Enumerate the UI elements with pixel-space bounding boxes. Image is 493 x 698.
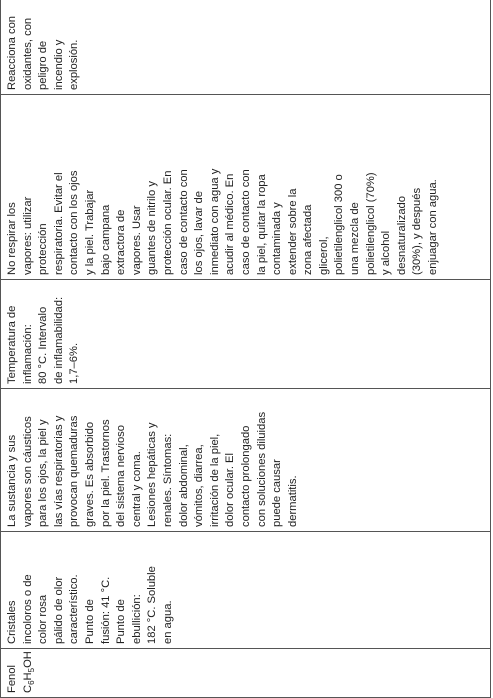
text-line: inmediato con agua y: [208, 168, 221, 275]
text-line: y alcohol: [380, 230, 393, 275]
text-line: respiratoria. Evitar el: [52, 172, 65, 275]
text-line: renales. Síntomas:: [161, 433, 174, 527]
text-line: ebullición:: [130, 594, 143, 644]
text-line: 1,7–6%.: [68, 342, 81, 384]
text-line: dolor ocular. El: [224, 452, 237, 527]
text-line: para los ojos, la piel y: [37, 419, 50, 527]
text-line: guantes de nitrilo y: [146, 181, 159, 275]
text-line: fusión: 41 °C.: [99, 576, 112, 644]
text-line: incoloros o de: [21, 574, 34, 644]
text-line: dermatitis.: [286, 475, 299, 527]
text-line: inflamación:: [21, 324, 34, 384]
table-row: [1, 0, 491, 698]
text-line: provocan quemaduras: [68, 415, 81, 527]
text-line: acudir al médico. En: [224, 173, 237, 275]
text-line: contacto con los ojos: [68, 170, 81, 275]
text-line: No respirar los: [6, 202, 18, 275]
text-line: bajo campana: [99, 204, 112, 275]
text-line: irritación de la piel,: [208, 433, 221, 527]
text-line: del sistema nervioso: [115, 425, 128, 527]
text-line: desnaturalizado: [395, 196, 408, 275]
text-line: pálido de olor: [52, 576, 65, 644]
text-line: 80 °C. Intervalo: [37, 306, 50, 384]
text-line: puede causar: [271, 459, 284, 527]
text-line: extender sobre la: [286, 188, 299, 275]
precautions-cell: [1, 95, 491, 280]
text-line: Temperatura de: [6, 305, 18, 384]
reactivity-cell: [1, 0, 491, 95]
text-line: color rosa: [37, 594, 50, 644]
text-line: incendio y: [52, 39, 65, 90]
text-line: oxidantes, con: [21, 17, 34, 90]
health-hazards-cell: [1, 389, 491, 532]
text-line: y la piel. Trabajar: [83, 189, 96, 275]
text-line: graves. Es absorbido: [83, 421, 96, 527]
text-line: Cristales: [6, 600, 18, 644]
text-line: vapores son cáusticos: [21, 416, 34, 527]
text-line: polietilenglicol (70%): [364, 172, 377, 275]
text-line: vapores. Usar: [130, 205, 143, 275]
text-line: una mezcla de: [349, 202, 362, 275]
text-line: contacto prolongado: [239, 425, 252, 527]
text-line: central y coma.: [130, 451, 143, 527]
text-line: La sustancia y sus: [6, 434, 18, 527]
text-line: extractora de: [115, 209, 128, 275]
text-line: dolor abdominal,: [177, 444, 190, 527]
flammability-cell: [1, 280, 491, 389]
text-line: glicerol,: [317, 236, 330, 275]
text-line: explosión.: [68, 39, 81, 90]
text-line: característico.: [68, 574, 81, 644]
text-line: Lesiones hepáticas y: [146, 422, 159, 527]
text-line: enjuagar con agua.: [427, 179, 440, 275]
text-line: (30%), y después: [411, 187, 424, 275]
text-line: con soluciones diluidas: [255, 411, 268, 527]
text-line: Punto de: [115, 599, 128, 644]
substance-name: Fenol: [6, 665, 18, 693]
text-line: polietilenglicol 300 o: [333, 174, 346, 275]
text-line: zona afectada: [302, 204, 315, 275]
text-line: protección: [37, 223, 50, 275]
text-line: en agua.: [161, 600, 174, 644]
text-line: por la piel. Trastornos: [99, 419, 112, 527]
text-line: peligro de: [37, 40, 50, 90]
text-line: protección ocular. En: [161, 170, 174, 275]
text-line: 182 °C. Soluble: [146, 566, 159, 644]
text-line: de inflamabilidad:: [52, 296, 65, 384]
substance-cell: [1, 649, 491, 698]
text-line: caso de contacto con: [239, 169, 252, 275]
text-line: vómitos, diarrea,: [193, 444, 206, 527]
text-line: la piel, quitar la ropa: [255, 174, 268, 275]
text-line: Reacciona con: [6, 15, 18, 90]
properties-cell: [1, 532, 491, 649]
text-line: vapores: utilizar: [21, 196, 34, 275]
text-line: las vías respiratorias y: [52, 415, 65, 527]
substance-formula: $C_6H_5OH$: [21, 651, 36, 693]
text-line: los ojos, lavar de: [193, 191, 206, 275]
text-line: Punto de: [83, 599, 96, 644]
text-line: contaminada y: [271, 202, 284, 275]
text-line: caso de contacto con: [177, 169, 190, 275]
